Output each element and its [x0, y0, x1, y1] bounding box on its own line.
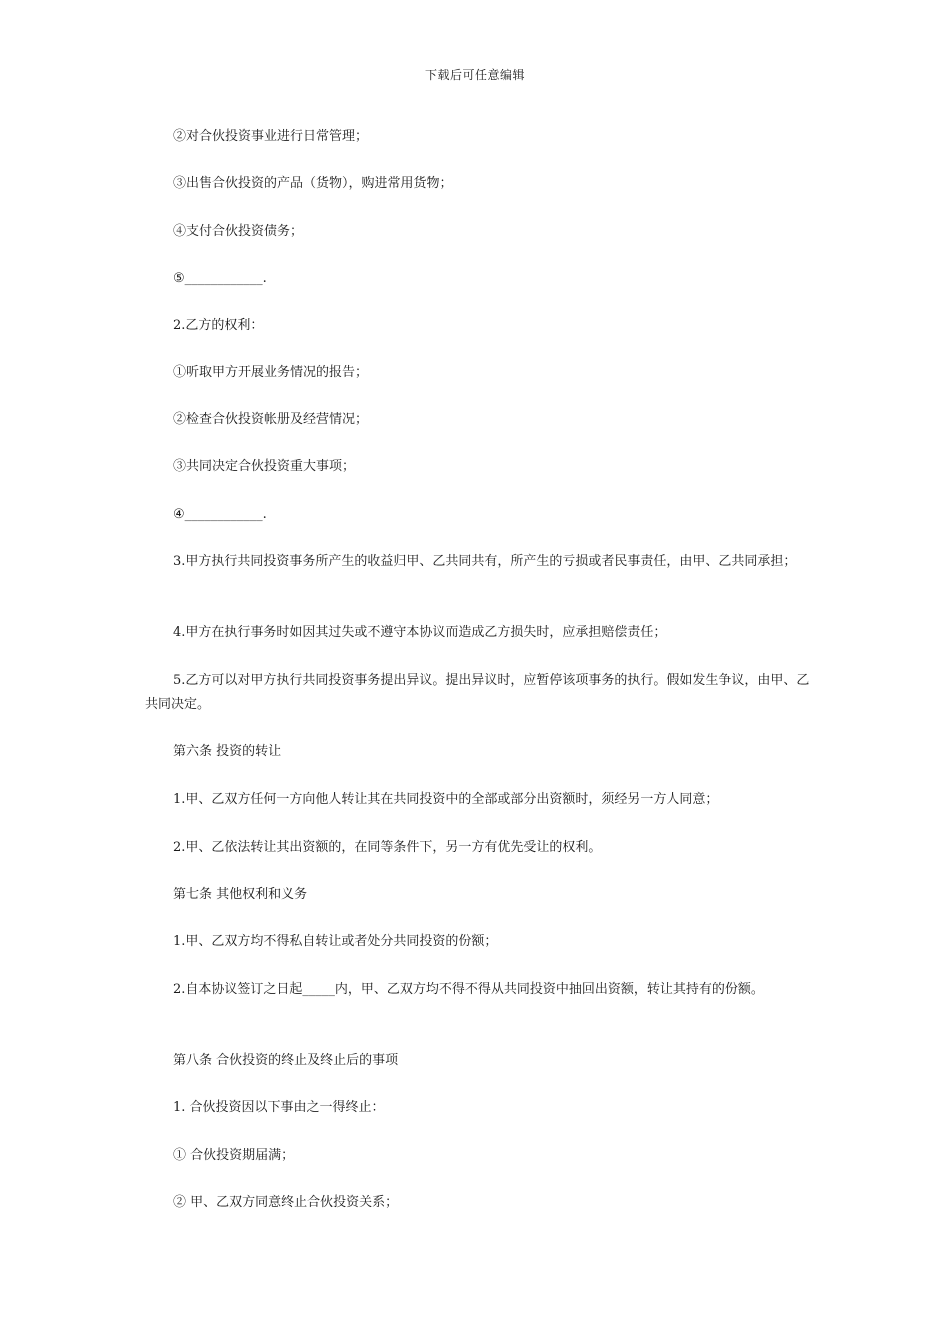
paragraph: 1.甲、乙双方任何一方向他人转让其在共同投资中的全部或部分出资额时，须经另一方人同意； — [173, 792, 719, 807]
paragraph: ③共同决定合伙投资重大事项； — [173, 459, 356, 474]
paragraph: ②检查合伙投资帐册及经营情况； — [173, 412, 369, 427]
paragraph: 2.自本协议签订之日起_____内，甲、乙双方均不得不得从共同投资中抽回出资额，转让其持有的份额。 — [173, 982, 764, 997]
paragraph: 5.乙方可以对甲方执行共同投资事务提出异议。提出异议时，应暂停该项事务的执行。假如发生争议，由甲、乙共同决定。 — [145, 673, 810, 712]
header-note: 下载后可任意编辑 — [424, 68, 525, 82]
paragraph: 2.甲、乙依法转让其出资额的，在同等条件下，另一方有优先受让的权利。 — [173, 840, 602, 855]
paragraph: ① 合伙投资期届满； — [173, 1148, 295, 1163]
paragraph: ③出售合伙投资的产品（货物），购进常用货物； — [173, 176, 453, 191]
paragraph: ② 甲、乙双方同意终止合伙投资关系； — [173, 1195, 399, 1210]
paragraph: ①听取甲方开展业务情况的报告； — [173, 365, 369, 380]
paragraph: 4.甲方在执行事务时如因其过失或不遵守本协议而造成乙方损失时，应承担赔偿责任； — [173, 625, 667, 640]
paragraph: 1.甲、乙双方均不得私自转让或者处分共同投资的份额； — [173, 934, 498, 949]
section-heading: 第七条 其他权利和义务 — [173, 887, 308, 902]
paragraph: ④____________. — [173, 507, 267, 522]
section-heading: 第六条 投资的转让 — [173, 744, 282, 759]
paragraph: ④支付合伙投资债务； — [173, 224, 304, 239]
paragraph: ⑤____________. — [173, 271, 267, 286]
paragraph: ②对合伙投资事业进行日常管理； — [173, 129, 369, 144]
paragraph: 3.甲方执行共同投资事务所产生的收益归甲、乙共同共有，所产生的亏损或者民事责任，由甲、乙共同承担； — [173, 554, 797, 569]
paragraph: 2.乙方的权利： — [173, 318, 264, 333]
section-heading: 第八条 合伙投资的终止及终止后的事项 — [173, 1053, 399, 1068]
paragraph: 1. 合伙投资因以下事由之一得终止： — [173, 1100, 385, 1115]
